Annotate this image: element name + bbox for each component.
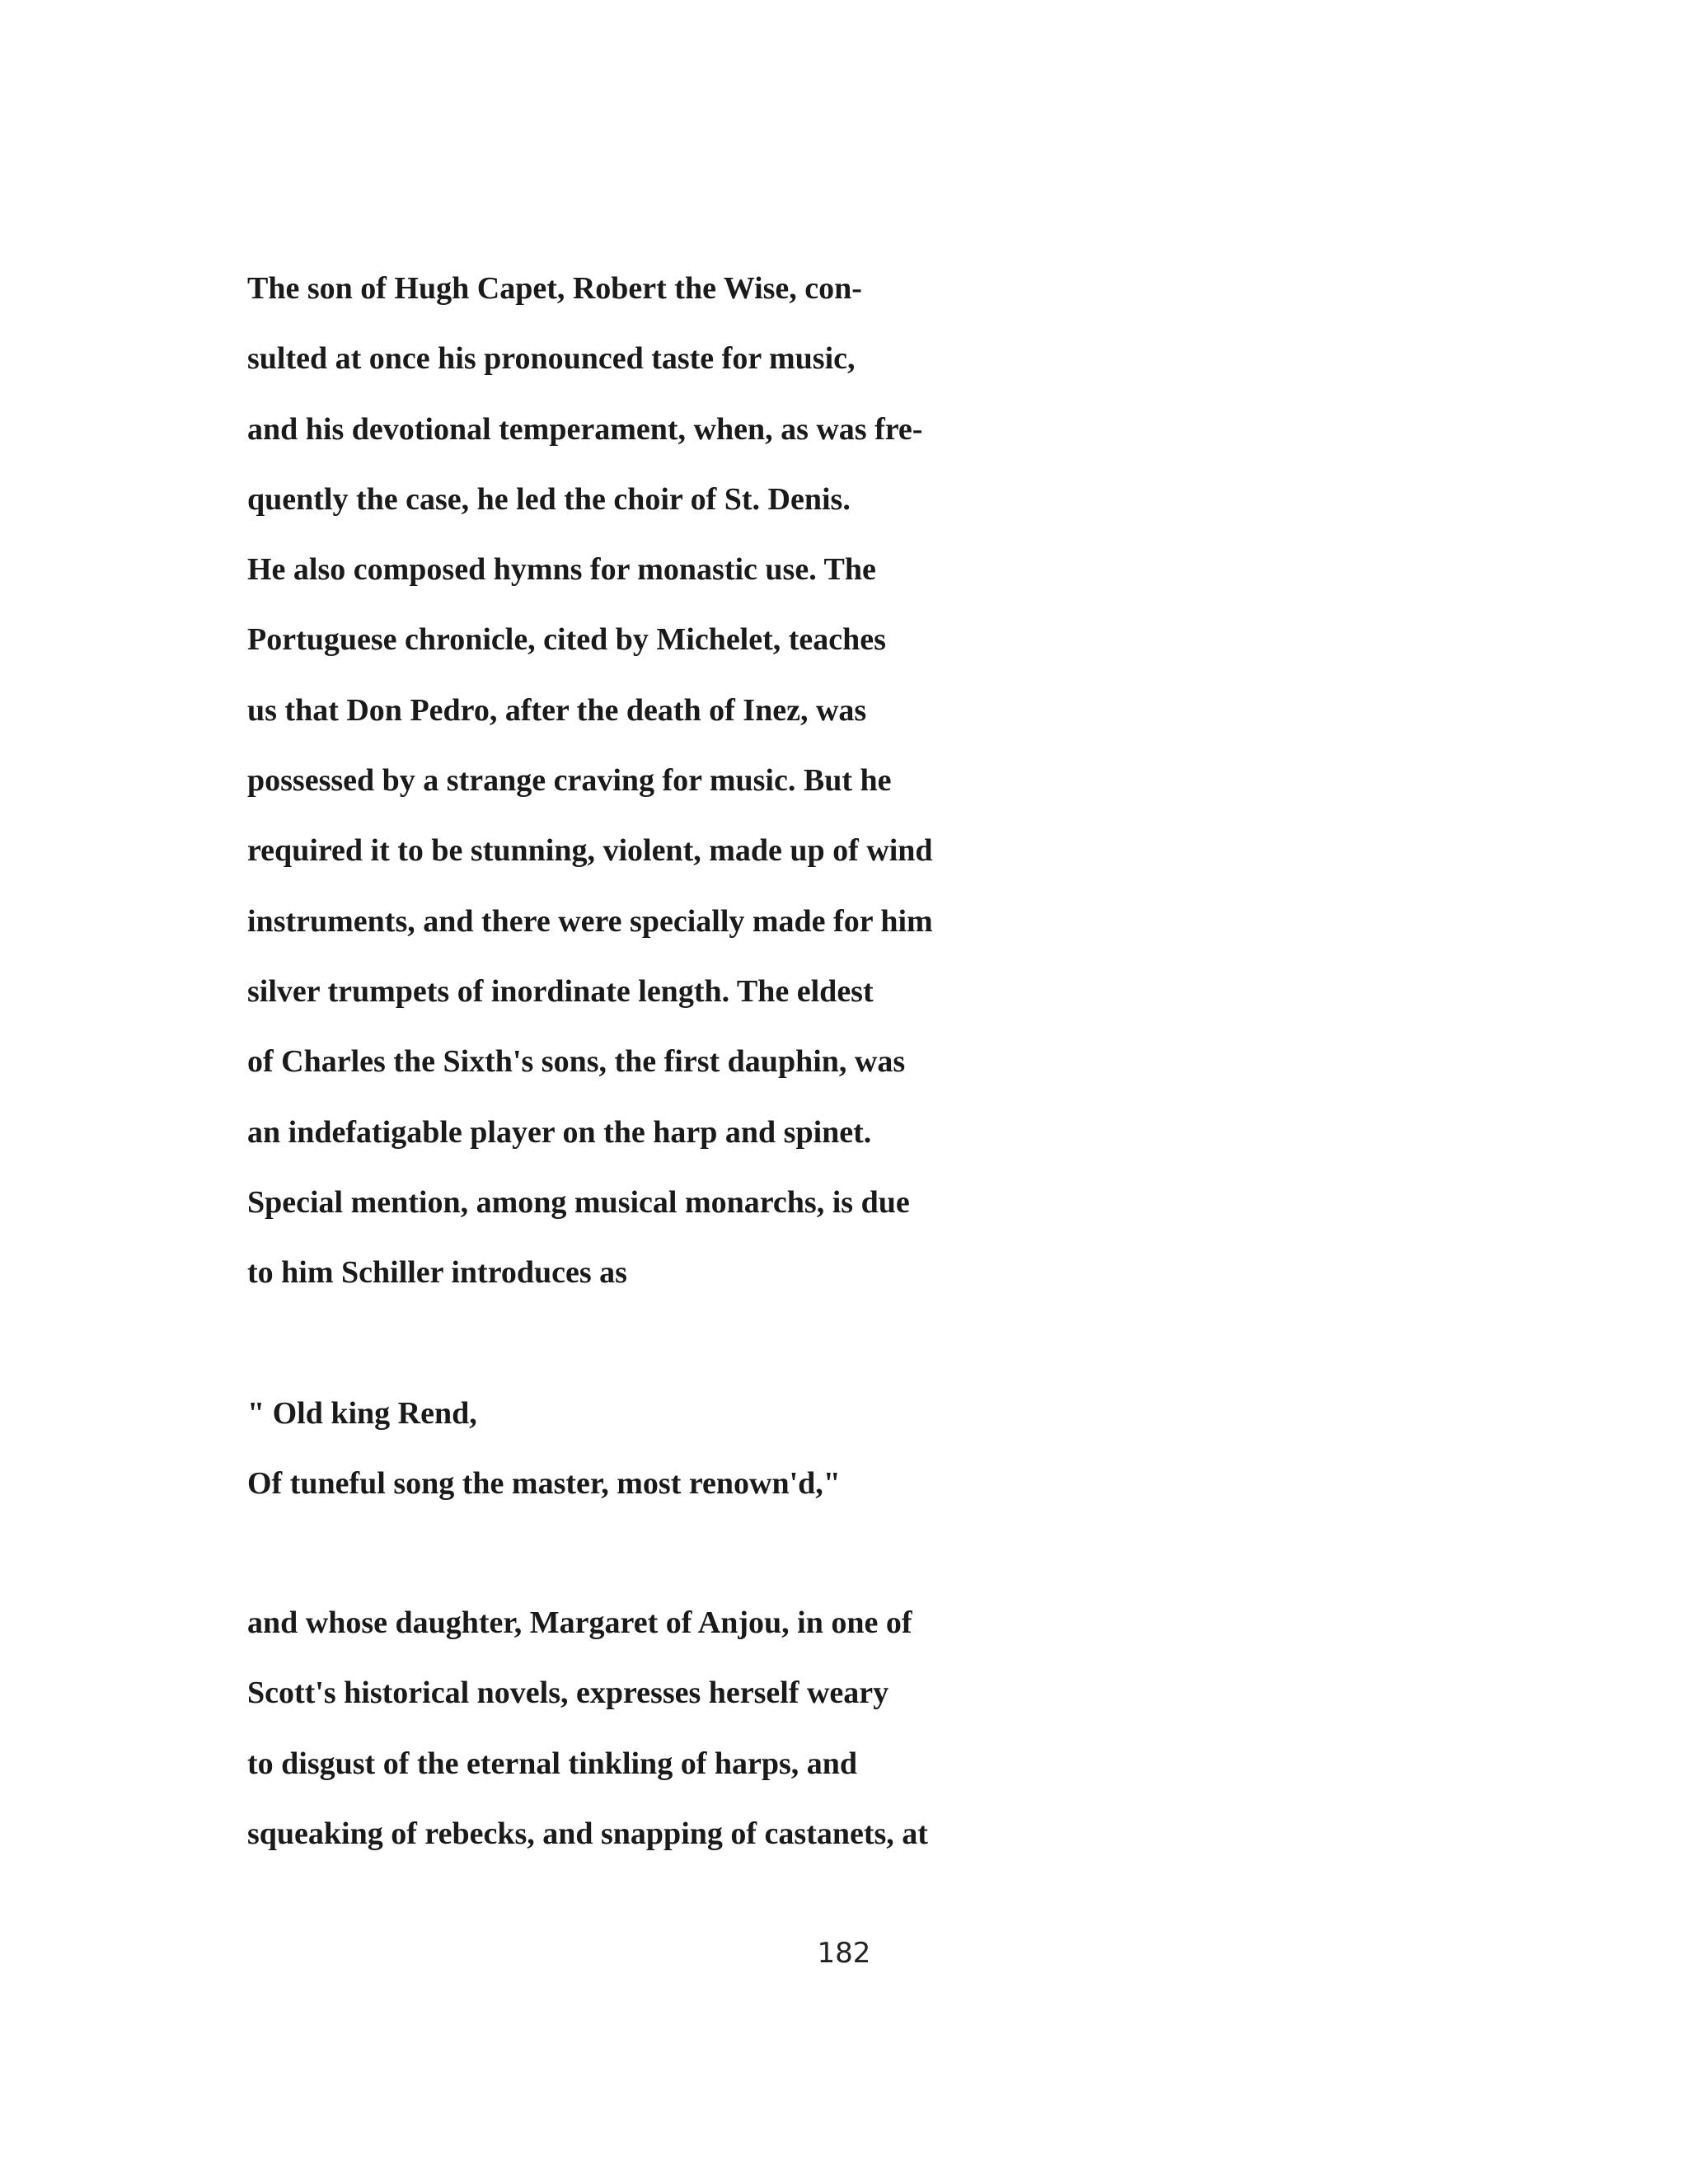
text-line: and his devotional temperament, when, as was fre- bbox=[247, 411, 923, 447]
text-line: squeaking of rebecks, and snapping of castanets, at bbox=[247, 1816, 928, 1851]
text-line: and whose daughter, Margaret of Anjou, in one of bbox=[247, 1605, 912, 1640]
page-number: 182 bbox=[817, 1937, 871, 1970]
text-line: sulted at once his pronounced taste for music, bbox=[247, 341, 856, 377]
text-line: Scott's historical novels, expresses herself weary bbox=[247, 1675, 889, 1711]
text-line: silver trumpets of inordinate length. The eldest bbox=[247, 973, 874, 1009]
text-line: us that Don Pedro, after the death of Inez, was bbox=[247, 692, 867, 728]
text-line: an indefatigable player on the harp and spinet. bbox=[247, 1114, 872, 1150]
paragraph-continuation bbox=[247, 1596, 928, 1877]
text-line: possessed by a strange craving for music. But he bbox=[247, 763, 892, 799]
verse-quote bbox=[247, 1387, 841, 1527]
text-line: quently the case, he led the choir of St. Denis. bbox=[247, 481, 851, 517]
text-line: instruments, and there were specially made for him bbox=[247, 903, 933, 939]
text-line: to him Schiller introduces as bbox=[247, 1255, 627, 1291]
text-line: to disgust of the eternal tinkling of harps, and bbox=[247, 1746, 858, 1781]
text-line: of Charles the Sixth's sons, the first dauphin, was bbox=[247, 1044, 906, 1080]
verse-line: " Old king Rend, bbox=[247, 1396, 477, 1431]
text-line: required it to be stunning, violent, made up of wind bbox=[247, 833, 933, 869]
verse-line: Of tuneful song the master, most renown'd," bbox=[247, 1466, 841, 1501]
text-line: Portuguese chronicle, cited by Michelet, teaches bbox=[247, 622, 886, 658]
paragraph-main bbox=[247, 262, 1484, 1316]
text-line: He also composed hymns for monastic use. The bbox=[247, 552, 876, 588]
text-line: Special mention, among musical monarchs, is due bbox=[247, 1184, 910, 1220]
text-line: The son of Hugh Capet, Robert the Wise, con- bbox=[247, 271, 862, 306]
